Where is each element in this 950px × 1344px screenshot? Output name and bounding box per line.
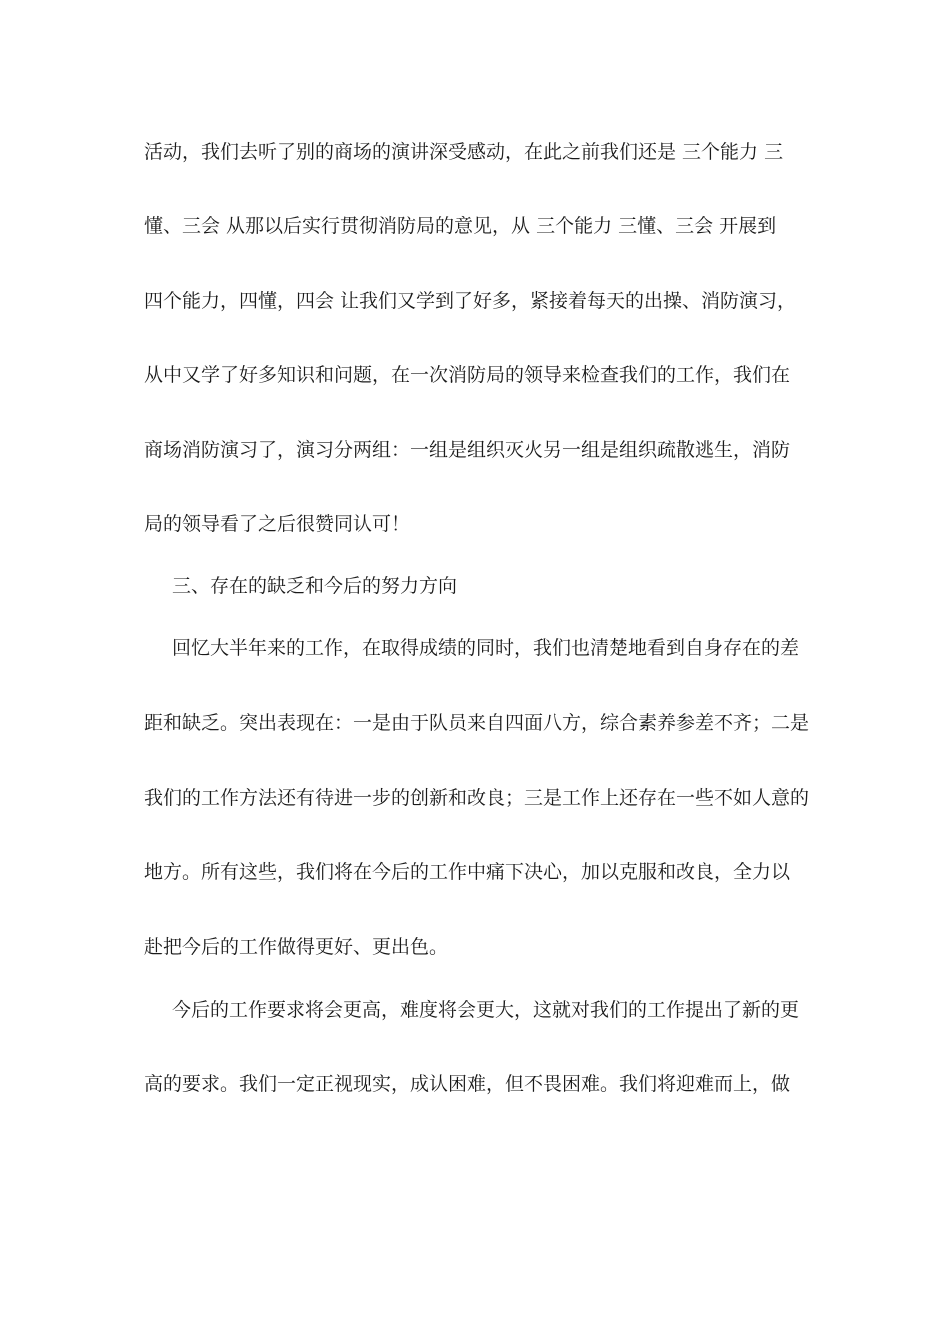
paragraph-line: 赴把今后的工作做得更好、更出色。 bbox=[144, 936, 449, 958]
paragraph-line: 回忆大半年来的工作，在取得成绩的同时，我们也清楚地看到自身存在的差 bbox=[172, 637, 800, 659]
paragraph-line: 活动，我们去听了别的商场的演讲深受感动，在此之前我们还是 三个能力 三 bbox=[144, 141, 784, 163]
paragraph-line: 距和缺乏。突出表现在：一是由于队员来自四面八方，综合素养参差不齐；二是 bbox=[144, 712, 810, 734]
paragraph-line: 局的领导看了之后很赞同认可！ bbox=[144, 513, 411, 535]
paragraph-line: 四个能力，四懂，四会 让我们又学到了好多，紧接着每天的出操、消防演习， bbox=[144, 290, 797, 312]
paragraph-line: 从中又学了好多知识和问题，在一次消防局的领导来检查我们的工作，我们在 bbox=[144, 364, 791, 386]
paragraph-line: 高的要求。我们一定正视现实，成认困难，但不畏困难。我们将迎难而上，做 bbox=[144, 1073, 791, 1095]
paragraph-line: 地方。所有这些，我们将在今后的工作中痛下决心，加以克服和改良，全力以 bbox=[144, 861, 791, 883]
paragraph-line: 今后的工作要求将会更高，难度将会更大，这就对我们的工作提出了新的更 bbox=[172, 999, 800, 1021]
paragraph-line: 我们的工作方法还有待进一步的创新和改良；三是工作上还存在一些不如人意的 bbox=[144, 787, 810, 809]
section-heading: 三、存在的缺乏和今后的努力方向 bbox=[172, 575, 458, 597]
paragraph-line: 懂、三会 从那以后实行贯彻消防局的意见，从 三个能力 三懂、三会 开展到 bbox=[144, 215, 777, 237]
paragraph-line: 商场消防演习了，演习分两组：一组是组织灭火另一组是组织疏散逃生，消防 bbox=[144, 439, 791, 461]
